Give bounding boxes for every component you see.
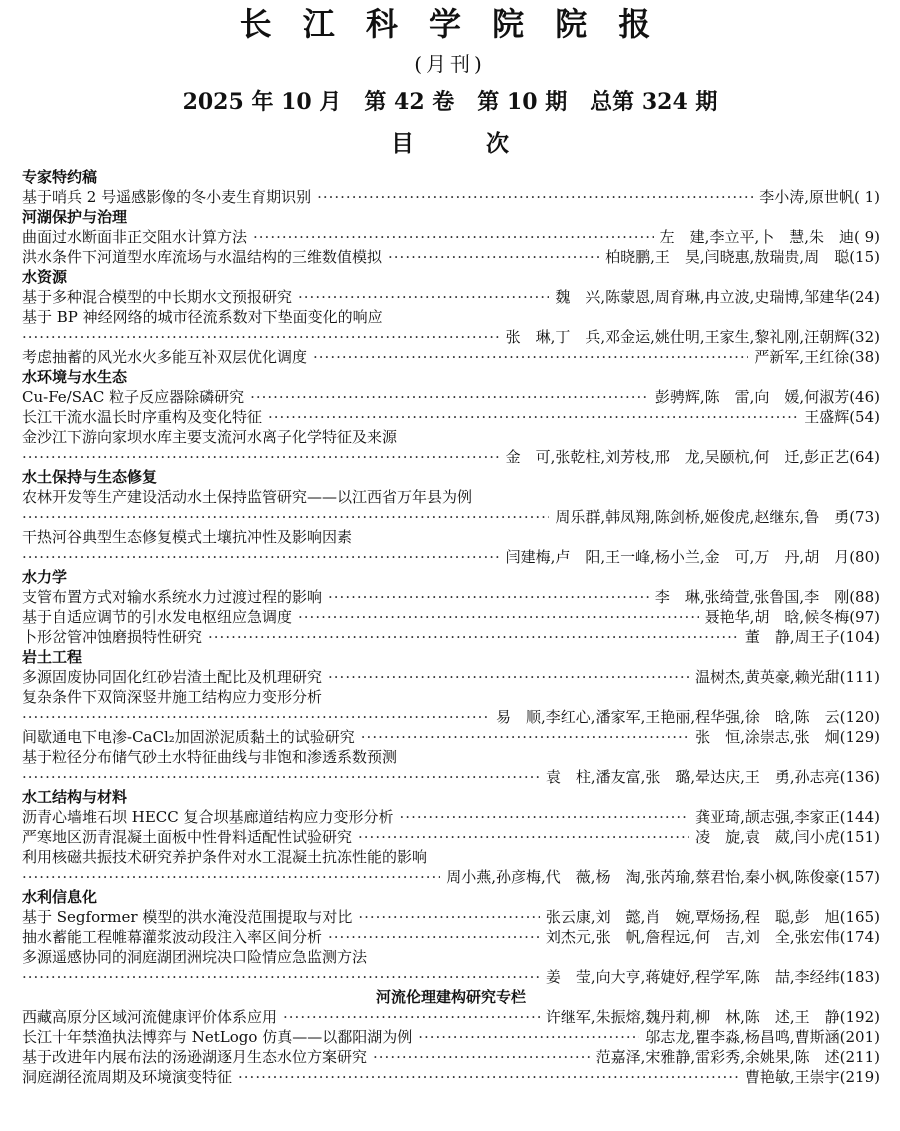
toc-entry[interactable]	[22, 547, 880, 567]
article-title[interactable]: 严寒地区沥青混凝土面板中性骨料适配性试验研究	[22, 828, 353, 846]
article-title[interactable]: 基于哨兵 2 号遥感影像的冬小麦生育期识别	[22, 188, 312, 206]
article-page: (201)	[839, 1028, 880, 1046]
dot-leader	[22, 507, 549, 527]
article-page: (15)	[849, 248, 880, 266]
toc-entry[interactable]	[22, 967, 880, 987]
article-title[interactable]: 长江干流水温长时序重构及变化特征	[22, 408, 263, 426]
article-authors: 许继军,朱振熔,魏丹莉,柳 林,陈 述,王 静	[545, 1008, 840, 1026]
article-page: ( 1)	[853, 188, 880, 206]
article-title[interactable]: 基于改进年内展布法的汤逊湖逐月生态水位方案研究	[22, 1048, 368, 1066]
article-title[interactable]: Cu-Fe/SAC 粒子反应器除磷研究	[22, 388, 245, 406]
article-page: (97)	[849, 608, 880, 626]
article-authors: 姜 莹,向大亨,蒋婕妤,程学军,陈 喆,李经纬	[545, 968, 840, 986]
article-authors: 曹艳敏,王崇宇	[744, 1068, 840, 1086]
article-page: (80)	[849, 548, 880, 566]
article-page: (111)	[839, 668, 880, 686]
toc-entry[interactable]	[22, 227, 880, 247]
toc-entry[interactable]	[22, 827, 880, 847]
dot-leader	[361, 727, 689, 747]
article-authors: 周乐群,韩凤翔,陈剑桥,姬俊虎,赵继东,鲁 勇	[555, 508, 850, 526]
table-of-contents	[22, 167, 880, 1087]
article-authors: 聂艳华,胡 晗,候冬梅	[704, 608, 850, 626]
article-page: (219)	[839, 1068, 880, 1086]
article-title[interactable]: 农林开发等生产建设活动水土保持监管研究——以江西省万年县为例	[22, 488, 473, 506]
article-title[interactable]: 干热河谷典型生态修复模式土壤抗冲性及影响因素	[22, 528, 353, 546]
journal-title: 长 江 科 学 院 院 报	[239, 5, 661, 43]
article-authors: 易 顺,李红心,潘家军,王艳丽,程华强,徐 晗,陈 云	[496, 708, 840, 726]
journal-frequency: (月刊)	[414, 52, 486, 76]
article-page: (157)	[839, 868, 880, 886]
article-authors: 周小燕,孙彦梅,代 薇,杨 淘,张芮瑜,蔡君怡,秦小枫,陈俊豪	[446, 868, 840, 886]
article-title[interactable]: 基于粒径分布储气砂土水特征曲线与非饱和渗透系数预测	[22, 748, 398, 766]
article-title[interactable]: 间歇通电下电渗-CaCl₂加固淤泥质黏土的试验研究	[22, 728, 355, 746]
dot-leader	[317, 187, 753, 207]
article-title[interactable]: 基于 Segformer 模型的洪水淹没范围提取与对比	[22, 908, 353, 926]
dot-leader	[373, 1047, 590, 1067]
toc-entry[interactable]	[22, 1007, 880, 1027]
toc-entry[interactable]	[22, 587, 880, 607]
article-title[interactable]: 抽水蓄能工程帷幕灌浆波动段注入率区间分析	[22, 928, 323, 946]
article-authors: 张 恒,涂崇志,张 炯	[695, 728, 840, 746]
article-authors: 左 建,李立平,卜 慧,朱 迪	[659, 228, 854, 246]
article-title[interactable]: 沥青心墙堆石坝 HECC 复合坝基廊道结构应力变形分析	[22, 808, 394, 826]
toc-entry[interactable]	[22, 447, 880, 467]
section-heading: 岩土工程	[22, 648, 83, 666]
toc-entry[interactable]	[22, 1047, 880, 1067]
article-page: (120)	[839, 708, 880, 726]
section-heading: 水利信息化	[22, 888, 98, 906]
toc-entry[interactable]	[22, 187, 880, 207]
article-page: (174)	[839, 928, 880, 946]
dot-leader	[358, 827, 689, 847]
article-page: (165)	[839, 908, 880, 926]
dot-leader	[253, 227, 654, 247]
section-heading: 河流伦理建构研究专栏	[375, 988, 526, 1006]
toc-entry[interactable]	[22, 627, 880, 647]
article-title[interactable]: 复杂条件下双筒深竖井施工结构应力变形分析	[22, 688, 323, 706]
toc-entry[interactable]	[22, 927, 880, 947]
dot-leader	[400, 807, 690, 827]
article-authors: 严新军,王红徐	[754, 348, 850, 366]
article-authors: 范嘉泽,宋雅静,雷彩秀,余姚果,陈 述	[595, 1048, 840, 1066]
article-title[interactable]: 基于多种混合模型的中长期水文预报研究	[22, 288, 293, 306]
article-authors: 董 静,周王子	[744, 628, 840, 646]
article-authors: 王盛辉	[804, 408, 850, 426]
section-heading: 水资源	[22, 268, 68, 286]
article-authors: 凌 旋,袁 葳,闫小虎	[695, 828, 840, 846]
issue-line: 2025 年 10 月 第 42 卷 第 10 期 总第 324 期	[182, 89, 718, 115]
toc-entry[interactable]	[22, 607, 880, 627]
article-title[interactable]: 基于 BP 神经网络的城市径流系数对下垫面变化的响应	[22, 308, 383, 326]
article-page: (32)	[849, 328, 880, 346]
section-heading: 水力学	[22, 568, 68, 586]
article-page: (64)	[849, 448, 880, 466]
dot-leader	[208, 627, 739, 647]
article-authors: 温树杰,黄英豪,赖光甜	[695, 668, 840, 686]
section-heading: 水工结构与材料	[22, 788, 128, 806]
article-title[interactable]: 洞庭湖径流周期及环境演变特征	[22, 1068, 233, 1086]
article-title[interactable]: 利用核磁共振技术研究养护条件对水工混凝土抗冻性能的影响	[22, 848, 428, 866]
article-page: ( 9)	[853, 228, 880, 246]
dot-leader	[238, 1067, 739, 1087]
dot-leader	[328, 587, 649, 607]
article-page: (88)	[849, 588, 880, 606]
article-title[interactable]: 金沙江下游向家坝水库主要支流河水离子化学特征及来源	[22, 428, 398, 446]
article-title[interactable]: 基于自适应调节的引水发电枢纽应急调度	[22, 608, 293, 626]
article-authors: 金 可,张乾柱,刘芳枝,邢 龙,吴颐杭,何 迁,彭正艺	[505, 448, 850, 466]
article-authors: 柏晓鹏,王 昊,闫晓惠,敖瑞贵,周 聪	[605, 248, 850, 266]
article-page: (192)	[839, 1008, 880, 1026]
dot-leader	[250, 387, 649, 407]
dot-leader	[298, 607, 699, 627]
article-title[interactable]: 多源固废协同固化红砂岩渣土配比及机理研究	[22, 668, 323, 686]
dot-leader	[388, 247, 599, 267]
dot-leader	[418, 1027, 639, 1047]
dot-leader	[283, 1007, 540, 1027]
article-authors: 李 琳,张绮萱,张鲁国,李 刚	[654, 588, 850, 606]
article-title[interactable]: 卜形岔管冲蚀磨损特性研究	[22, 628, 203, 646]
toc-entry[interactable]	[22, 347, 880, 367]
dot-leader	[22, 327, 500, 347]
toc-entry[interactable]	[22, 667, 880, 687]
toc-entry[interactable]	[22, 867, 880, 887]
section-heading: 水环境与水生态	[22, 368, 128, 386]
toc-entry[interactable]	[22, 327, 880, 347]
dot-leader	[358, 907, 539, 927]
article-authors: 闫建梅,卢 阳,王一峰,杨小兰,金 可,万 丹,胡 月	[505, 548, 850, 566]
toc-entry[interactable]	[22, 1027, 880, 1047]
dot-leader	[22, 707, 490, 727]
article-title[interactable]: 曲面过水断面非正交阻水计算方法	[22, 228, 248, 246]
article-page: (211)	[839, 1048, 880, 1066]
article-title[interactable]: 考虑抽蓄的风光水火多能互补双层优化调度	[22, 348, 308, 366]
toc-entry[interactable]	[22, 387, 880, 407]
article-page: (151)	[839, 828, 880, 846]
toc-entry[interactable]	[22, 727, 880, 747]
dot-leader	[268, 407, 798, 427]
article-authors: 李小涛,原世帆	[759, 188, 854, 206]
article-page: (183)	[839, 968, 880, 986]
article-title[interactable]: 洪水条件下河道型水库流场与水温结构的三维数值模拟	[22, 248, 383, 266]
toc-entry[interactable]	[22, 507, 880, 527]
toc-entry[interactable]	[22, 247, 880, 267]
toc-heading: 目 次	[390, 130, 510, 157]
article-authors: 魏 兴,陈蒙恩,周育琳,冉立波,史瑞博,邹建华	[555, 288, 850, 306]
article-authors: 袁 柱,潘友富,张 璐,晕达庆,王 勇,孙志亮	[545, 768, 840, 786]
article-title[interactable]: 西藏高原分区域河流健康评价体系应用	[22, 1008, 278, 1026]
article-title[interactable]: 长江十年禁渔执法博弈与 NetLogo 仿真——以鄱阳湖为例	[22, 1028, 413, 1046]
article-page: (38)	[849, 348, 880, 366]
article-page: (136)	[839, 768, 880, 786]
dot-leader	[22, 547, 500, 567]
dot-leader	[22, 767, 540, 787]
article-authors: 邬志龙,瞿李淼,杨昌鸣,曹斯涵	[645, 1028, 840, 1046]
article-authors: 张云康,刘 懿,肖 婉,覃炀扬,程 聪,彭 旭	[545, 908, 840, 926]
dot-leader	[298, 287, 549, 307]
article-authors: 张 琳,丁 兵,邓金运,姚仕明,王家生,黎礼刚,汪朝辉	[505, 328, 850, 346]
toc-entry[interactable]	[22, 767, 880, 787]
toc-entry[interactable]	[22, 287, 880, 307]
toc-entry[interactable]	[22, 707, 880, 727]
article-page: (24)	[849, 288, 880, 306]
section-heading: 河湖保护与治理	[22, 208, 128, 226]
toc-entry[interactable]	[22, 1067, 880, 1087]
dot-leader	[22, 447, 500, 467]
section-heading: 水土保持与生态修复	[22, 468, 158, 486]
article-authors: 龚亚琦,颉志强,李家正	[695, 808, 840, 826]
dot-leader	[328, 927, 540, 947]
article-page: (129)	[839, 728, 880, 746]
toc-entry[interactable]	[22, 907, 880, 927]
article-page: (54)	[849, 408, 880, 426]
toc-entry[interactable]	[22, 807, 880, 827]
article-title[interactable]: 支管布置方式对输水系统水力过渡过程的影响	[22, 588, 323, 606]
article-authors: 彭骋辉,陈 雷,向 媛,何淑芳	[654, 388, 850, 406]
dot-leader	[328, 667, 689, 687]
article-page: (104)	[839, 628, 880, 646]
article-page: (46)	[849, 388, 880, 406]
toc-entry[interactable]	[22, 407, 880, 427]
article-page: (73)	[849, 508, 880, 526]
dot-leader	[22, 967, 540, 987]
article-page: (144)	[839, 808, 880, 826]
dot-leader	[22, 867, 440, 887]
article-title[interactable]: 多源遥感协同的洞庭湖团洲垸决口险情应急监测方法	[22, 948, 368, 966]
dot-leader	[313, 347, 748, 367]
section-heading: 专家特约稿	[22, 168, 98, 186]
article-authors: 刘杰元,张 帆,詹程远,何 吉,刘 全,张宏伟	[545, 928, 840, 946]
